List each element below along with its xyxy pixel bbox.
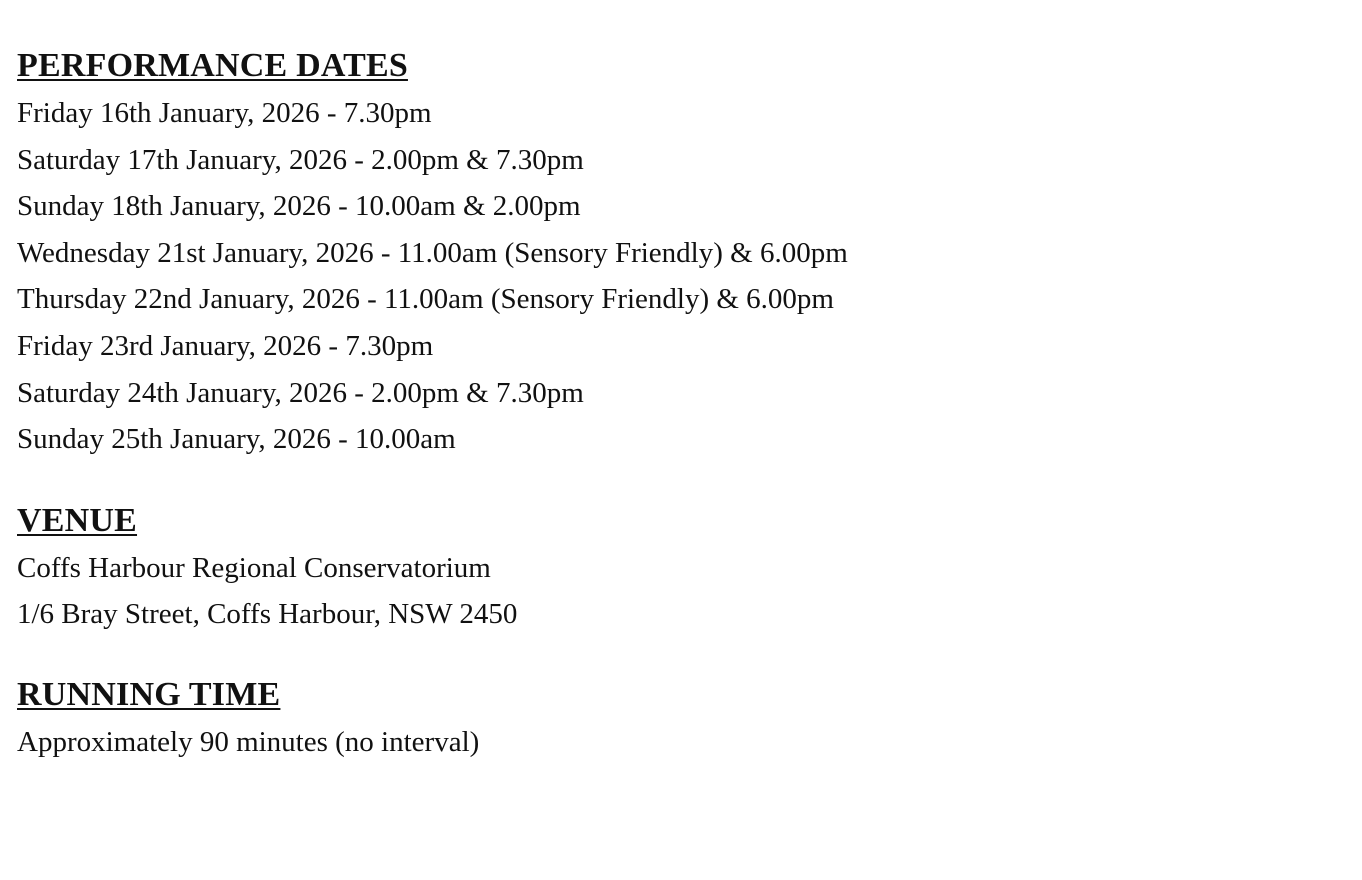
performance-date: Sunday 25th January, 2026 - 10.00am — [17, 423, 456, 456]
performance-date: Sunday 18th January, 2026 - 10.00am & 2.00pm — [17, 190, 581, 223]
venue-heading: VENUE — [17, 501, 138, 539]
event-details — [17, 44, 1337, 766]
performance-date: Friday 16th January, 2026 - 7.30pm — [17, 97, 432, 129]
performance-dates-list — [17, 90, 1337, 463]
performance-dates-heading: PERFORMANCE DATES — [17, 47, 408, 84]
performance-date: Saturday 17th January, 2026 - 2.00pm & 7.30pm — [17, 143, 584, 176]
running-time-text: Approximately 90 minutes (no interval) — [17, 725, 480, 758]
venue-name: Coffs Harbour Regional Conservatorium — [17, 551, 491, 584]
running-time-heading: RUNNING TIME — [17, 675, 281, 713]
performance-date: Friday 23rd January, 2026 - 7.30pm — [17, 329, 434, 362]
performance-date: Saturday 24th January, 2026 - 2.00pm & 7.30pm — [17, 376, 584, 409]
section-spacer — [17, 638, 1337, 673]
venue-address: 1/6 Bray Street, Coffs Harbour, NSW 2450 — [17, 598, 518, 631]
section-spacer — [17, 463, 1337, 499]
performance-date: Wednesday 21st January, 2026 - 11.00am (Sensory Friendly) & 6.00pm — [17, 236, 848, 269]
performance-date: Thursday 22nd January, 2026 - 11.00am (Sensory Friendly) & 6.00pm — [17, 283, 834, 316]
running-time-section — [17, 673, 1337, 766]
venue-section — [17, 499, 1337, 638]
venue-details — [17, 545, 1337, 638]
performance-dates-section — [17, 44, 1337, 463]
running-time-details — [17, 719, 1337, 766]
